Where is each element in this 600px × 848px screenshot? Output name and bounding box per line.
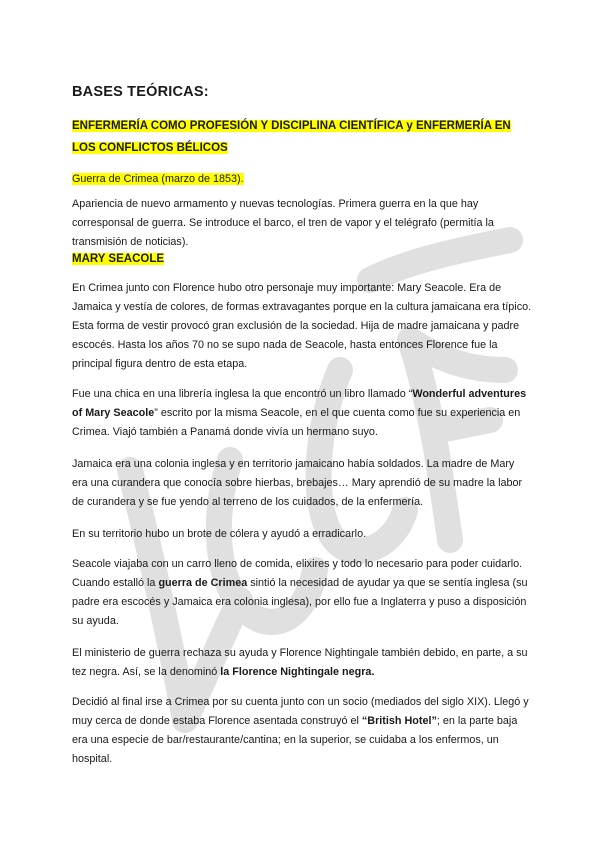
black-nightingale-bold: la Florence Nightingale negra. [220, 666, 375, 678]
paragraph-4: Jamaica era una colonia inglesa y en territorio jamaicano había soldados. La madre de Mary era una curandera que conocía sobre hierbas, brebajes… Mary aprendió de su madre la labor de curandera y se fue yendo al terreno de los cuidados, de la enfermería. [72, 458, 523, 508]
paragraph-5: En su territorio hubo un brote de cólera y ayudó a erradicarlo. [72, 528, 367, 540]
paragraph-6 [72, 555, 532, 631]
paragraph-3-text-a: Fue una chica en una librería inglesa la que encontró un libro llamado “ [72, 388, 413, 400]
mary-seacole-heading [72, 253, 164, 265]
page-title: BASES TEÓRICAS: [72, 84, 209, 100]
paragraph-3 [72, 385, 532, 442]
british-hotel-bold: “British Hotel” [361, 715, 437, 727]
paragraph-3-text-c: ” escrito por la misma Seacole, en el que cuenta como fue su experiencia en Crimea. Viajó también a Panamá donde vivía un hermano suyo. [72, 407, 521, 438]
subheading [72, 171, 244, 187]
section-heading-text: ENFERMERÍA COMO PROFESIÓN Y DISCIPLINA CIENTÍFICA y ENFERMERÍA EN LOS CONFLICTOS BÉLICOS [72, 120, 511, 154]
crimea-war-bold: guerra de Crimea [158, 577, 248, 589]
subheading-text: Guerra de Crimea (marzo de 1853). [72, 173, 244, 185]
paragraph-6-text-a: Seacole viajaba con un carro lleno de comida, elixires y todo lo necesario para poder cuidarlo. Cuando estalló la [72, 558, 523, 589]
paragraph-6-text-c: sintió la necesidad de ayudar ya que se sentía inglesa (su padre era escocés y Jamaica era colonia inglesa), por ello fue a Inglaterra y puso a disposición su ayuda. [72, 577, 528, 627]
paragraph-7-text-a: El ministerio de guerra rechaza su ayuda y Florence Nightingale también debido, en parte, a su tez negra. Así, se la denominó [72, 647, 528, 678]
paragraph-1: Apariencia de nuevo armamento y nuevas tecnologías. Primera guerra en la que hay corresponsal de guerra. Se introduce el barco, el tren de vapor y el telégrafo (permitía la transmisión de noticias). [72, 198, 494, 248]
paragraph-8 [72, 693, 532, 769]
mary-seacole-heading-text: MARY SEACOLE [72, 253, 165, 265]
book-title: Wonderful adventures of Mary Seacole [72, 388, 527, 419]
section-heading [72, 115, 532, 159]
paragraph-8-text-a: Decidió al final irse a Crimea por su cuenta junto con un socio (mediados del siglo XIX). Llegó y muy cerca de donde estaba Florence asentada construyó el [72, 696, 529, 727]
paragraph-8-text-c: ; en la parte baja era una especie de bar/restaurante/cantina; en la superior, se cuidaba a los enfermos, un hospital. [72, 715, 518, 765]
paragraph-7 [72, 644, 532, 682]
paragraph-2: En Crimea junto con Florence hubo otro personaje muy importante: Mary Seacole. Era de Jamaica y vestía de colores, de formas extravagantes porque en la cultura jamaicana era típico. Esta forma de vestir provocó gran exclusión de la sociedad. Hija de madre jamaicana y padre escocés. Hasta los años 70 no se supo nada de Seacole, hasta entonces Florence fue la principal figura dentro de esta etapa. [72, 282, 532, 370]
